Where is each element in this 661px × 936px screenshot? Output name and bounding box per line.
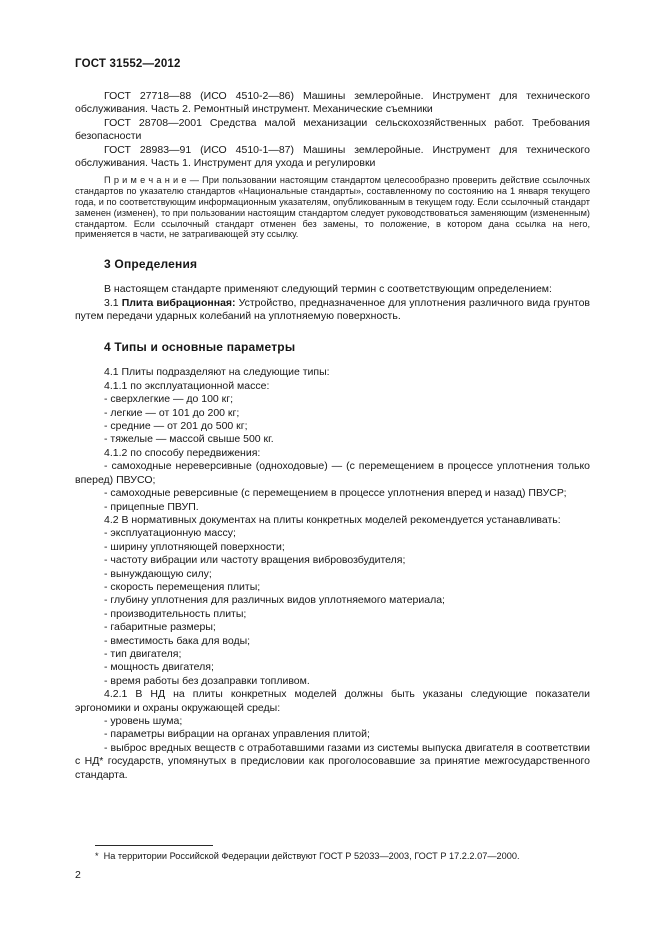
- list-item: - мощность двигателя;: [104, 661, 214, 674]
- list-item: - вынуждающую силу;: [104, 567, 212, 580]
- list-item: - тип двигателя;: [104, 647, 182, 660]
- document-number-header: ГОСТ 31552—2012: [75, 58, 181, 70]
- clause-4-1: 4.1 Плиты подразделяют на следующие типы:: [104, 366, 330, 379]
- clause-4-2: 4.2 В нормативных документах на плиты конкретных моделей рекомендуется устанавливать:: [104, 513, 561, 526]
- list-item: - сверхлегкие — до 100 кг;: [104, 393, 234, 406]
- list-item: - самоходные нереверсивные (одноходовые) — (с перемещением в процессе уплотнения только вперед) ПВУСО;: [75, 460, 590, 486]
- definition-number: 3.1: [104, 296, 122, 309]
- footnote-text: [95, 851, 590, 862]
- section-4-heading: 4 Типы и основные параметры: [104, 340, 296, 355]
- list-item: - вместимость бака для воды;: [104, 634, 251, 647]
- clause-4-2-1: 4.2.1 В НД на плиты конкретных моделей должны быть указаны следующие показатели эргономики и охраны окружающей среды:: [75, 688, 590, 714]
- footnote-marker: *: [95, 851, 99, 861]
- page-content: [75, 58, 590, 782]
- list-item: - эксплуатационную массу;: [104, 527, 236, 540]
- list-item: - габаритные размеры;: [104, 621, 216, 634]
- list-item: - производительность плиты;: [104, 607, 247, 620]
- list-item: - уровень шума;: [104, 715, 183, 727]
- footnote-divider: [95, 845, 213, 846]
- list-item: - скорость перемещения плиты;: [104, 580, 261, 593]
- reference-paragraph: ГОСТ 28708—2001 Средства малой механизации сельскохозяйственных работ. Требования безопасности: [75, 116, 590, 143]
- footnote-area: [75, 845, 590, 862]
- definition-3-1: [75, 297, 590, 324]
- section-3-heading: 3 Определения: [104, 257, 198, 272]
- list-item: - прицепные ПВУП.: [104, 500, 199, 513]
- list-item: - тяжелые — массой свыше 500 кг.: [104, 433, 274, 446]
- list-item: - ширину уплотняющей поверхности;: [104, 540, 285, 553]
- clause-4-1-1: 4.1.1 по эксплуатационной массе:: [104, 379, 270, 392]
- footnote-body: На территории Российской Федерации действуют ГОСТ Р 52033—2003, ГОСТ Р 17.2.2.07—2000.: [103, 851, 520, 861]
- clause-4-1-2: 4.1.2 по способу передвижения:: [104, 446, 261, 459]
- list-item: - легкие — от 101 до 200 кг;: [104, 406, 240, 419]
- list-item: - выброс вредных веществ с отработавшими газами из системы выпуска двигателя в соответствии с НД* государств, упомянутых в предисловии как проголосовавшие за принятие межгосударственного стандарта.: [75, 741, 590, 781]
- list-item: - средние — от 201 до 500 кг;: [104, 420, 248, 433]
- definition-text: Устройство, предназначенное для уплотнения различного вида грунтов путем передачи ударных колебаний на уплотняемую поверхность.: [75, 296, 590, 323]
- note-paragraph: П р и м е ч а н и е — При пользовании настоящим стандартом целесообразно проверить действие ссылочных стандартов по указателю стандартов «Национальные стандарты», составленному по состоянию на 1 января текущего года, и по соответствующим информационным указателям, опубликованным в текущем году. Если ссылочный стандарт заменен (изменен), то при пользовании настоящим стандартом следует руководствоваться заменяющим (измененным) стандартом. Если ссылочный стандарт отменен без замены, то положение, в котором дана ссылка на него, применяется в части, не затрагивающей эту ссылку.: [75, 175, 590, 240]
- list-item: - параметры вибрации на органах управления плитой;: [104, 728, 370, 741]
- reference-paragraph: ГОСТ 27718—88 (ИСО 4510-2—86) Машины землеройные. Инструмент для технического обслуживания. Часть 2. Ремонтный инструмент. Механические съемники: [75, 90, 590, 116]
- definition-term: Плита вибрационная:: [121, 296, 236, 309]
- page-number: 2: [75, 869, 81, 881]
- list-item: - частоту вибрации или частоту вращения вибровозбудителя;: [104, 554, 406, 567]
- list-item: - самоходные реверсивные (с перемещением в процессе уплотнения вперед и назад) ПВУСР;: [104, 487, 567, 500]
- list-item: - время работы без дозаправки топливом.: [104, 674, 310, 687]
- list-item: - глубину уплотнения для различных видов уплотняемого материала;: [104, 594, 445, 607]
- reference-paragraph: ГОСТ 28983—91 (ИСО 4510-1—87) Машины землеройные. Инструмент для технического обслуживания. Часть 1. Инструмент для ухода и регулировки: [75, 143, 590, 170]
- section-3-intro: В настоящем стандарте применяют следующий термин с соответствующим определением:: [104, 283, 552, 296]
